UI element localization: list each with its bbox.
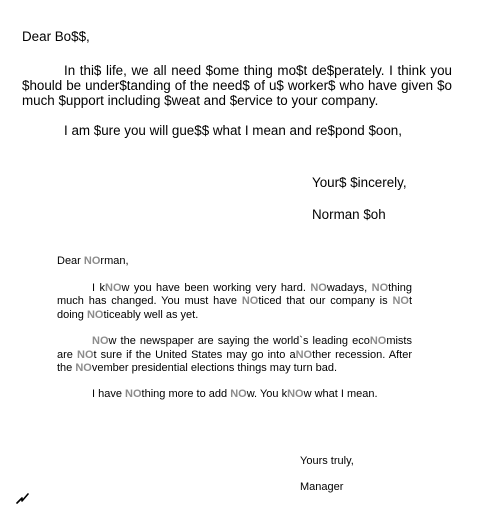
letter2-signature: Manager — [300, 481, 344, 493]
highlighted-no: NO — [392, 295, 409, 307]
letter1-body-paragraph: In thi$ life, we all need $ome thing mo$t de$perately. I think you $hould be under$tanding of the need$ of u$ worker$ who have given $o much $upport including $weat and $ervice to your company. — [22, 63, 452, 108]
letter2-paragraph-1: I kNOw you have been working very hard. NOwadays, NOthing much has changed. You must have NOticed that our company is NOt doing NOticeably well as yet. — [57, 281, 412, 321]
squiggle-mark-icon — [16, 492, 30, 504]
highlighted-no: NO — [241, 295, 259, 307]
letter-from-employee — [22, 29, 452, 222]
letter2-sign-off: Yours truly, — [300, 455, 354, 467]
highlighted-no: NO — [287, 387, 304, 400]
letter2-greeting: Dear NOrman, — [57, 255, 129, 267]
letter2-paragraph-3: I have NOthing more to add NOw. You kNOw what I mean. — [92, 387, 378, 400]
letter2-paragraph-2: NOw the newspaper are saying the world`s leading ecoNOmists are NOt sure if the United States may go into aNOther recession. After the NOvember presidential elections things may turn bad. — [57, 335, 413, 374]
highlighted-no: NO — [105, 281, 122, 294]
highlighted-no: NO — [369, 335, 387, 347]
letter1-sign-off: Your$ $incerely, — [312, 175, 407, 190]
highlighted-no: NO — [77, 348, 94, 361]
highlighted-no: NO — [75, 362, 92, 374]
highlighted-no: NO — [86, 308, 104, 321]
highlighted-no: NO — [371, 281, 389, 294]
highlighted-no: NO — [92, 335, 109, 347]
letter1-signature: Norman $oh — [312, 207, 386, 222]
letter-from-manager — [57, 255, 413, 493]
letter1-closing-paragraph: I am $ure you will gue$$ what I mean and re$pond $oon, — [64, 123, 402, 138]
letter1-greeting: Dear Bo$$, — [22, 29, 90, 44]
highlighted-no: NO — [310, 281, 327, 294]
highlighted-no: NO — [295, 348, 313, 361]
highlighted-no: NO — [125, 387, 142, 400]
highlighted-no: NO — [83, 255, 101, 267]
highlighted-no: NO — [230, 387, 247, 400]
